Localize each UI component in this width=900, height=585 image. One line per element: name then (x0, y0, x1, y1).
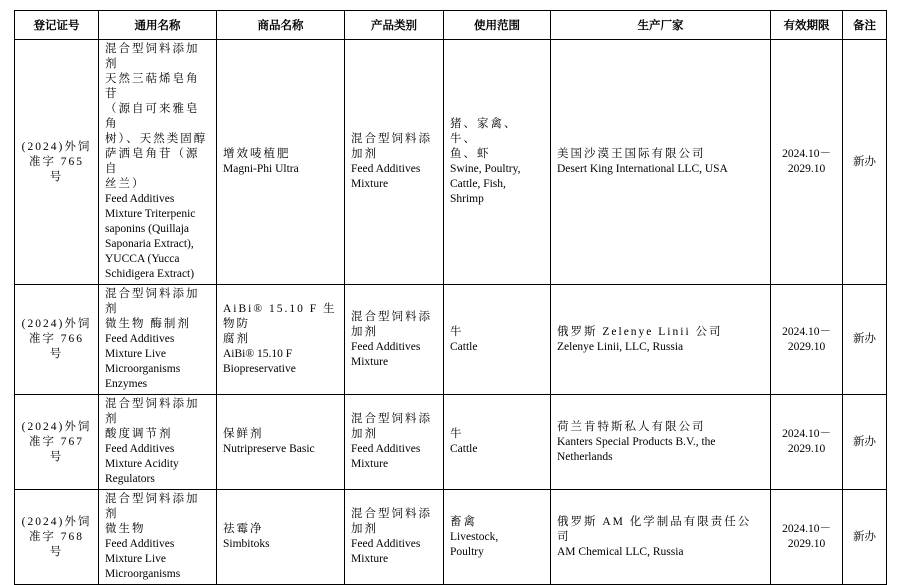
registration-number-line: 准字 766 号 (28, 333, 85, 360)
product-category-line: Feed Additives (351, 340, 421, 353)
generic-name-line: 微生物 (105, 523, 146, 535)
registration-number-line: 准字 765 号 (28, 155, 85, 183)
header-row (15, 11, 887, 40)
registration-number-cell (15, 40, 99, 285)
generic-name-line: 混合型饲料添加剂 (105, 398, 200, 425)
table-row (15, 395, 887, 490)
product-category-line: 混合型饲料添 (351, 413, 432, 425)
validity-line: 2029.10 (787, 443, 826, 455)
validity-line: 2024.10－ (782, 325, 831, 338)
trade-name-line: 增效唛植肥 (223, 148, 291, 160)
validity-period-cell (771, 395, 843, 490)
usage-scope-line: Cattle, Fish, (450, 178, 506, 190)
generic-name-line: 酸度调节剂 (105, 428, 173, 440)
manufacturer-line: 荷兰肯特斯私人有限公司 (557, 420, 706, 433)
usage-scope-line: Swine, Poultry, (450, 163, 521, 175)
generic-name-line: Feed Additives (105, 538, 175, 550)
remarks-cell: 新办 (843, 285, 887, 395)
registration-number-line: (2024)外饲 (21, 318, 92, 330)
usage-scope-line: Poultry (450, 545, 484, 558)
registration-number-cell (15, 285, 99, 395)
product-category-line: 混合型饲料添 (351, 508, 432, 520)
usage-scope-cell (444, 285, 551, 395)
product-category-line: Feed Additives (351, 443, 421, 455)
product-category-line: 加剂 (351, 428, 378, 440)
trade-name-line: AiBi® 15.10 F 生物防 (223, 303, 337, 330)
manufacturer-line: AM Chemical LLC, Russia (557, 545, 684, 558)
trade-name-line: AiBi® 15.10 F (223, 348, 293, 360)
manufacturer-cell (551, 40, 771, 285)
trade-name-cell (217, 395, 345, 490)
header-registration-number: 登记证号 (15, 11, 99, 40)
generic-name-line: Mixture Live (105, 348, 166, 360)
usage-scope-cell (444, 40, 551, 285)
generic-name-line: 混合型饲料添加剂 (105, 288, 200, 315)
product-category-line: 混合型饲料添 (351, 133, 432, 145)
table-row (15, 40, 887, 285)
registration-number-line: (2024)外饲 (21, 515, 92, 528)
manufacturer-line: 俄罗斯 AM 化学制品有限责任公司 (557, 515, 752, 543)
manufacturer-cell (551, 285, 771, 395)
manufacturer-cell (551, 395, 771, 490)
registration-number-cell (15, 395, 99, 490)
usage-scope-line: 牛 (450, 428, 464, 440)
generic-name-line: Microorganisms (105, 568, 181, 580)
validity-line: 2024.10－ (782, 428, 831, 440)
generic-name-line: Schidigera Extract) (105, 268, 195, 280)
trade-name-line: Nutripreserve Basic (223, 443, 315, 455)
generic-name-line: Enzymes (105, 378, 148, 390)
generic-name-line: 天然三萜烯皂角苷 (105, 73, 200, 100)
registration-number-line: 准字 767 号 (28, 435, 85, 463)
trade-name-line: 腐剂 (223, 333, 250, 345)
validity-line: 2029.10 (787, 340, 826, 353)
validity-line: 2024.10－ (782, 523, 831, 535)
product-category-line: 加剂 (351, 523, 378, 535)
product-category-cell (345, 40, 444, 285)
trade-name-line: 保鲜剂 (223, 428, 264, 440)
generic-name-cell (99, 395, 217, 490)
validity-line: 2029.10 (787, 163, 826, 175)
product-category-line: 加剂 (351, 148, 378, 160)
registration-number-cell (15, 490, 99, 585)
product-category-cell (345, 285, 444, 395)
registration-table (14, 10, 887, 585)
product-category-line: Mixture (351, 458, 389, 470)
header-usage-scope: 使用范围 (444, 11, 551, 40)
manufacturer-line: Kanters Special Products B.V., the (557, 435, 716, 448)
manufacturer-line: Netherlands (557, 450, 613, 463)
generic-name-line: Mixture Acidity (105, 458, 179, 470)
generic-name-line: Mixture Live (105, 553, 166, 565)
generic-name-line: saponins (Quillaja (105, 223, 189, 235)
generic-name-line: YUCCA (Yucca (105, 253, 180, 265)
manufacturer-cell (551, 490, 771, 585)
generic-name-line: （源自可来雅皂角 (105, 103, 200, 130)
header-validity-period: 有效期限 (771, 11, 843, 40)
product-category-line: 混合型饲料添 (351, 310, 432, 323)
usage-scope-line: 猪、家禽、牛、 (450, 118, 518, 145)
registration-number-line: 准字 768 号 (28, 530, 85, 558)
remarks-cell: 新办 (843, 40, 887, 285)
trade-name-line: 祛霉净 (223, 523, 264, 535)
header-manufacturer: 生产厂家 (551, 11, 771, 40)
usage-scope-cell (444, 490, 551, 585)
table-row (15, 285, 887, 395)
registration-number-line: (2024)外饲 (21, 420, 92, 433)
validity-line: 2029.10 (787, 538, 826, 550)
manufacturer-line: 美国沙漠王国际有限公司 (557, 148, 706, 160)
trade-name-line: Biopreservative (223, 363, 296, 375)
usage-scope-line: 牛 (450, 325, 464, 338)
generic-name-line: Feed Additives (105, 333, 175, 345)
usage-scope-cell (444, 395, 551, 490)
manufacturer-line: 俄罗斯 Zelenye Linii 公司 (557, 325, 723, 338)
trade-name-cell (217, 490, 345, 585)
generic-name-cell (99, 40, 217, 285)
generic-name-line: 混合型饲料添加剂 (105, 493, 200, 520)
validity-period-cell (771, 40, 843, 285)
product-category-cell (345, 490, 444, 585)
validity-line: 2024.10－ (782, 148, 831, 160)
header-product-category: 产品类别 (345, 11, 444, 40)
generic-name-line: Microorganisms (105, 363, 181, 375)
header-trade-name: 商品名称 (217, 11, 345, 40)
product-category-line: Mixture (351, 355, 389, 368)
trade-name-cell (217, 40, 345, 285)
product-category-cell (345, 395, 444, 490)
generic-name-line: Feed Additives (105, 193, 175, 205)
usage-scope-line: 畜禽 (450, 515, 477, 528)
trade-name-line: Magni-Phi Ultra (223, 163, 299, 175)
usage-scope-line: Cattle (450, 340, 478, 353)
registration-number-line: (2024)外饲 (21, 140, 92, 153)
validity-period-cell (771, 285, 843, 395)
header-generic-name: 通用名称 (99, 11, 217, 40)
generic-name-line: 混合型饲料添加剂 (105, 43, 200, 70)
header-remarks: 备注 (843, 11, 887, 40)
validity-period-cell (771, 490, 843, 585)
product-category-line: Mixture (351, 553, 389, 565)
generic-name-line: Saponaria Extract), (105, 238, 194, 250)
usage-scope-line: Shrimp (450, 193, 484, 205)
generic-name-cell (99, 285, 217, 395)
remarks-cell: 新办 (843, 490, 887, 585)
generic-name-line: 萨洒皂角苷（源自 (105, 148, 200, 175)
generic-name-line: Regulators (105, 473, 155, 485)
product-category-line: 加剂 (351, 325, 378, 338)
product-category-line: Feed Additives (351, 163, 421, 175)
table-row (15, 490, 887, 585)
generic-name-line: 微生物 酶制剂 (105, 318, 191, 330)
generic-name-line: 树）、天然类固醇 (105, 133, 208, 145)
product-category-line: Feed Additives (351, 538, 421, 550)
generic-name-line: 丝兰） (105, 178, 146, 190)
manufacturer-line: Desert King International LLC, USA (557, 163, 728, 175)
generic-name-cell (99, 490, 217, 585)
usage-scope-line: Livestock, (450, 530, 499, 543)
usage-scope-line: 鱼、虾 (450, 148, 491, 160)
remarks-cell: 新办 (843, 395, 887, 490)
trade-name-cell (217, 285, 345, 395)
manufacturer-line: Zelenye Linii, LLC, Russia (557, 340, 684, 353)
product-category-line: Mixture (351, 178, 389, 190)
table-body (15, 40, 887, 585)
generic-name-line: Mixture Triterpenic (105, 208, 196, 220)
usage-scope-line: Cattle (450, 443, 478, 455)
generic-name-line: Feed Additives (105, 443, 175, 455)
trade-name-line: Simbitoks (223, 538, 270, 550)
